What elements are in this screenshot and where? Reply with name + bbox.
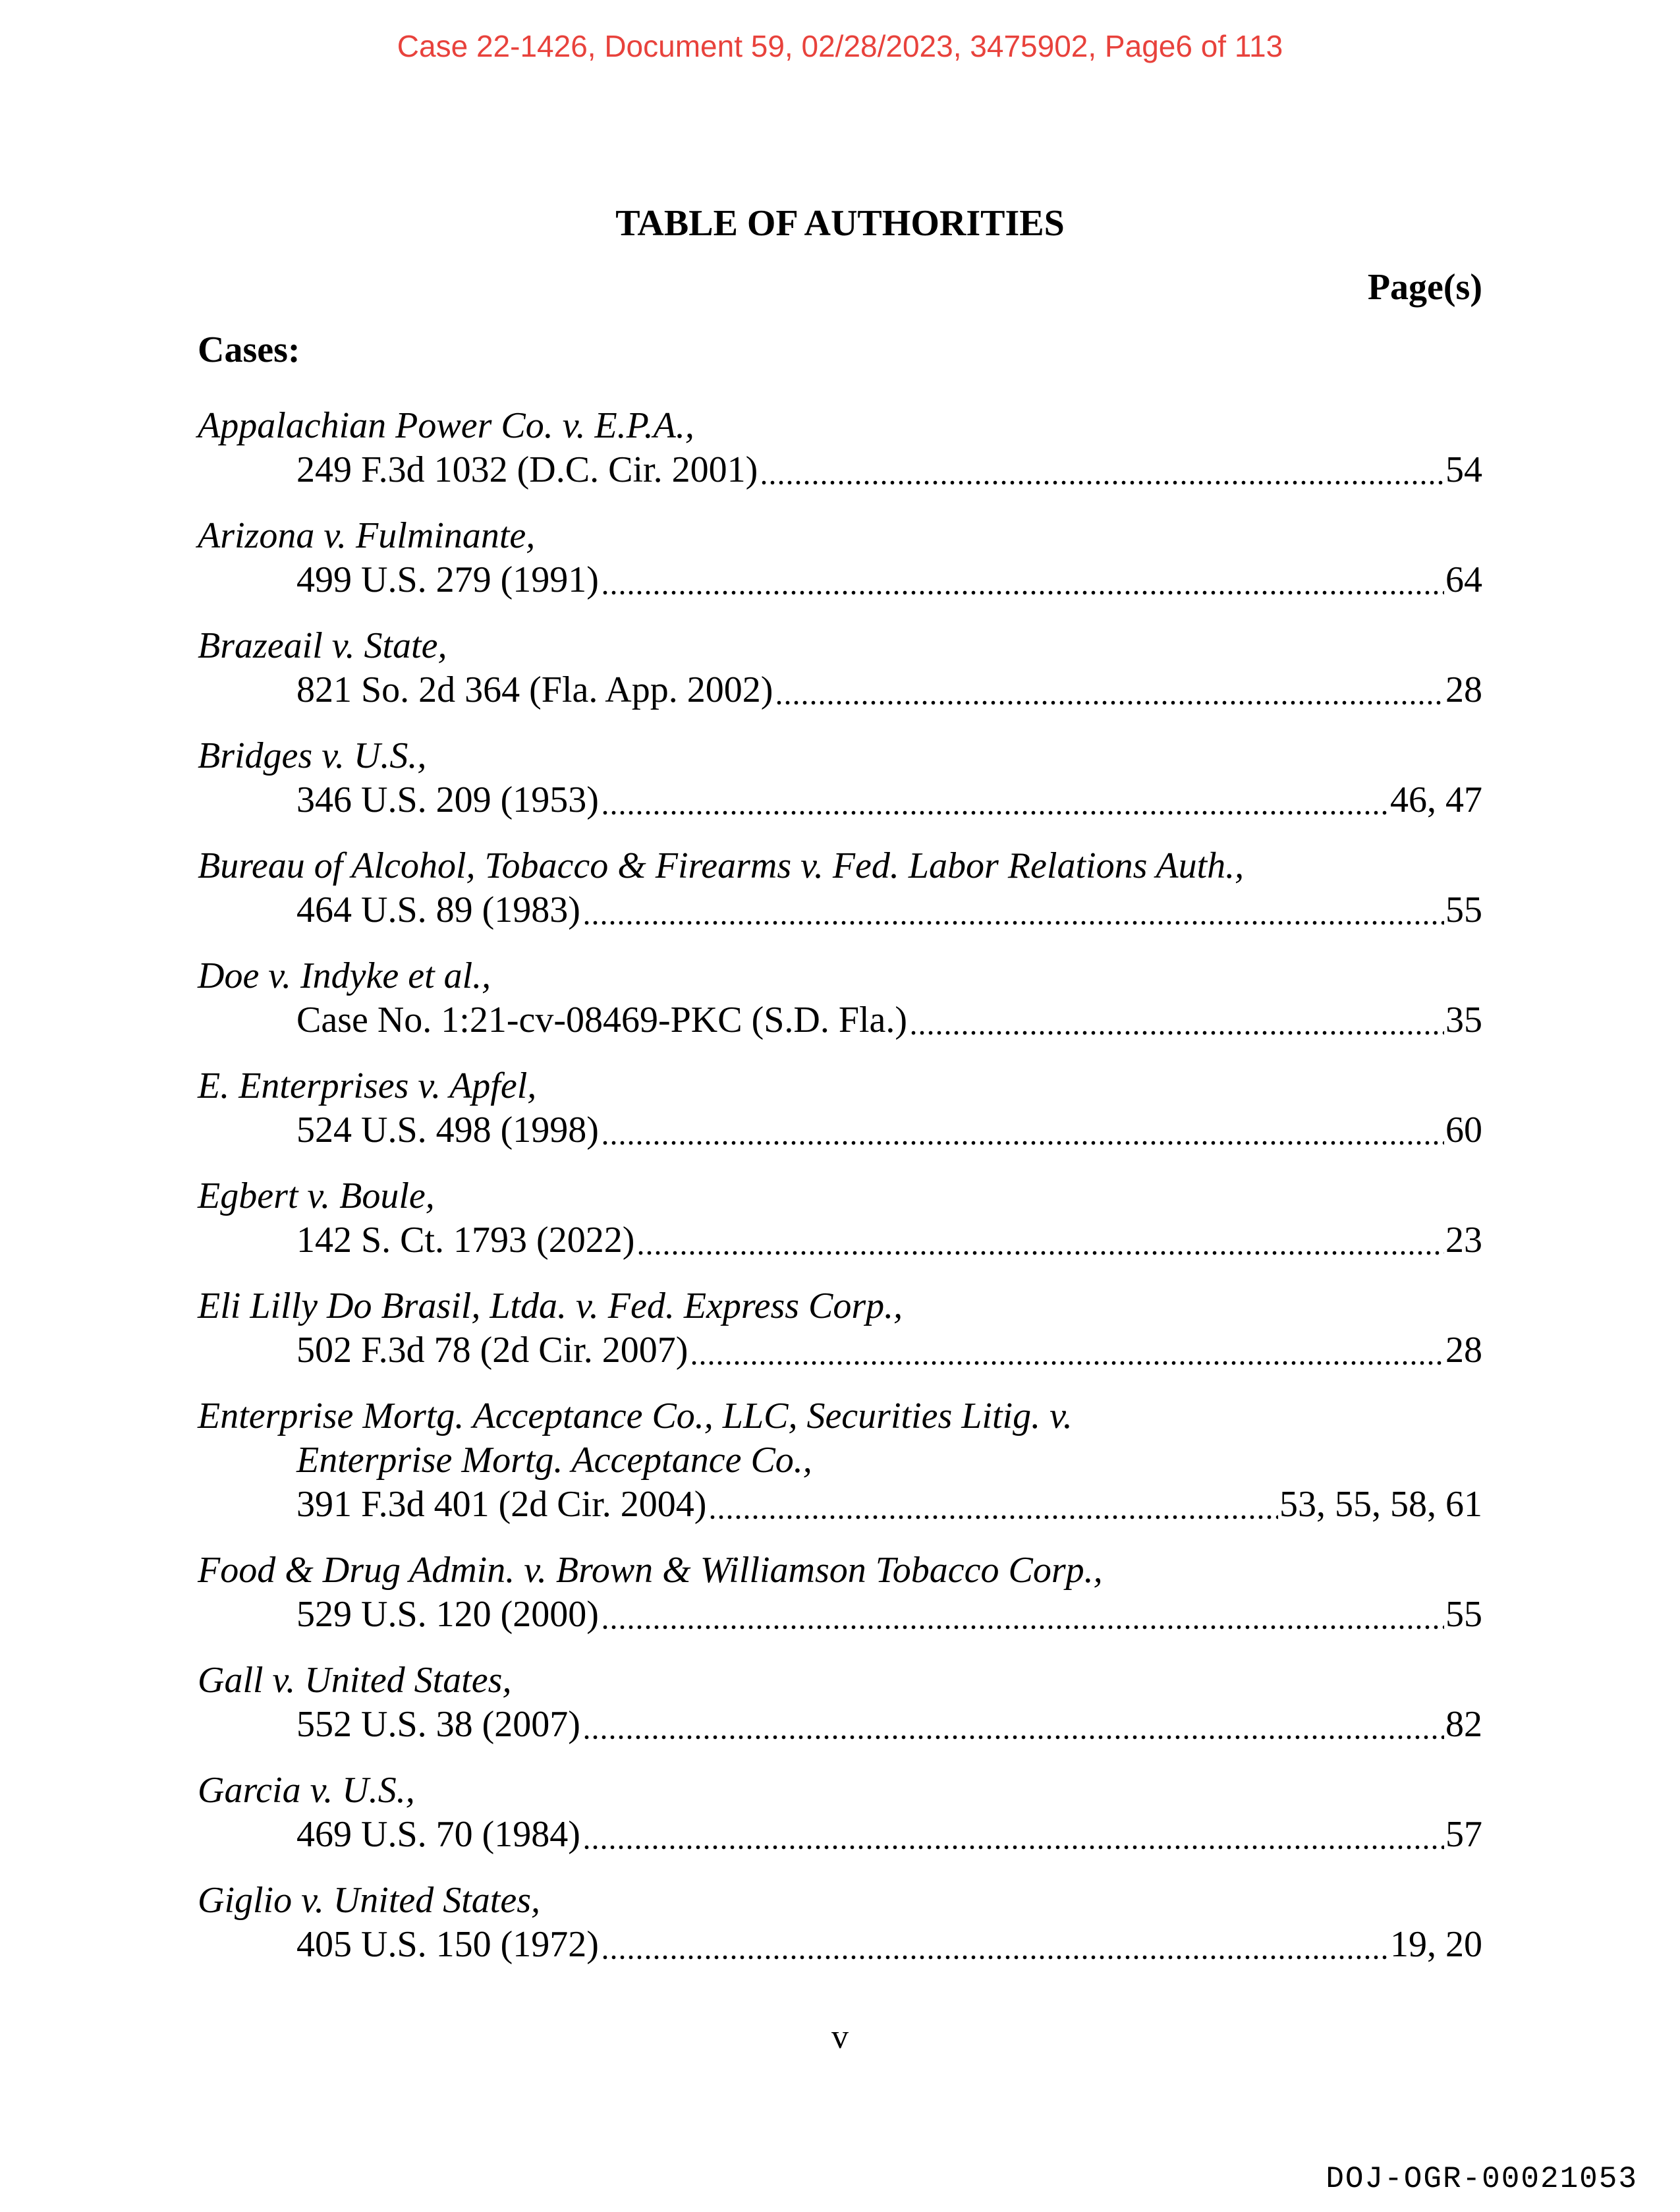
case-name <box>198 1879 1482 1923</box>
case-citation: 821 So. 2d 364 (Fla. App. 2002) <box>296 669 773 710</box>
case-name <box>198 1769 1482 1813</box>
dot-leader <box>762 480 1444 485</box>
case-name <box>198 514 1482 558</box>
case-pages: 82 <box>1445 1704 1482 1745</box>
case-pages: 57 <box>1445 1814 1482 1855</box>
case-name <box>198 734 1482 778</box>
case-name-line: Doe v. Indyke et al., <box>198 955 491 996</box>
case-citation-row <box>296 1593 1482 1637</box>
case-name <box>198 1548 1482 1593</box>
case-name <box>198 1284 1482 1328</box>
case-citation: 469 U.S. 70 (1984) <box>296 1814 580 1855</box>
case-citation-row <box>296 448 1482 492</box>
case-name <box>198 404 1482 448</box>
case-pages: 19, 20 <box>1390 1924 1482 1965</box>
case-citation-row <box>296 668 1482 712</box>
case-name-line: Food & Drug Admin. v. Brown & Williamson Tobacco Corp., <box>198 1550 1103 1591</box>
case-name <box>198 1659 1482 1703</box>
case-name-line: Egbert v. Boule, <box>198 1176 435 1216</box>
case-name-line: E. Enterprises v. Apfel, <box>198 1065 537 1106</box>
case-name-line: Enterprise Mortg. Acceptance Co., <box>296 1440 812 1481</box>
dot-leader <box>603 1625 1444 1630</box>
case-name-line: Gall v. United States, <box>198 1660 512 1701</box>
case-pages: 64 <box>1445 559 1482 600</box>
toa-entry <box>198 1769 1482 1857</box>
toa-entry <box>198 1548 1482 1637</box>
case-citation: 142 S. Ct. 1793 (2022) <box>296 1220 635 1261</box>
case-stamp-header: Case 22-1426, Document 59, 02/28/2023, 3475902, Page6 of 113 <box>397 29 1283 63</box>
case-citation: 529 U.S. 120 (2000) <box>296 1594 599 1635</box>
case-name <box>198 844 1482 888</box>
case-pages: 55 <box>1445 1594 1482 1635</box>
case-name-line: Bridges v. U.S., <box>198 735 427 776</box>
case-name-line: Giglio v. United States, <box>198 1880 540 1921</box>
document-body <box>198 202 1482 1967</box>
case-pages: 23 <box>1445 1220 1482 1261</box>
case-name-line: Garcia v. U.S., <box>198 1770 415 1811</box>
case-name-line: Arizona v. Fulminante, <box>198 515 536 556</box>
toa-entry <box>198 1064 1482 1152</box>
case-citation-row <box>296 558 1482 602</box>
dot-leader <box>603 1955 1389 1960</box>
dot-leader <box>777 700 1444 705</box>
case-pages: 60 <box>1445 1110 1482 1150</box>
toa-entry <box>198 514 1482 602</box>
case-name-line: Eli Lilly Do Brasil, Ltda. v. Fed. Express Corp., <box>198 1286 903 1326</box>
dot-leader <box>710 1515 1278 1519</box>
case-name <box>198 1064 1482 1108</box>
case-citation: 405 U.S. 150 (1972) <box>296 1924 599 1965</box>
dot-leader <box>584 1735 1444 1740</box>
case-name-line: Enterprise Mortg. Acceptance Co., LLC, Securities Litig. v. <box>198 1396 1073 1436</box>
case-name-line: Bureau of Alcohol, Tobacco & Firearms v. Fed. Labor Relations Auth., <box>198 845 1245 886</box>
case-citation-row <box>296 1328 1482 1373</box>
case-citation-row <box>296 1703 1482 1747</box>
case-name <box>198 1174 1482 1218</box>
authorities-list <box>198 404 1482 1967</box>
toa-entry <box>198 1659 1482 1747</box>
case-citation: 499 U.S. 279 (1991) <box>296 559 599 600</box>
case-citation-row <box>296 1108 1482 1152</box>
case-citation: 391 F.3d 401 (2d Cir. 2004) <box>296 1484 707 1525</box>
case-name <box>198 1394 1482 1483</box>
case-citation-row <box>296 998 1482 1042</box>
case-pages: 28 <box>1445 1330 1482 1371</box>
case-citation: 346 U.S. 209 (1953) <box>296 780 599 820</box>
toa-entry <box>198 1879 1482 1967</box>
case-citation-row <box>296 888 1482 932</box>
case-citation: 502 F.3d 78 (2d Cir. 2007) <box>296 1330 688 1371</box>
case-citation-row <box>296 778 1482 822</box>
pages-column-label: Page(s) <box>1367 267 1482 308</box>
case-pages: 55 <box>1445 890 1482 930</box>
footer-page-number: v <box>831 2018 849 2056</box>
case-pages: 53, 55, 58, 61 <box>1279 1484 1482 1525</box>
toa-entry <box>198 734 1482 822</box>
case-citation-row <box>296 1218 1482 1262</box>
dot-leader <box>692 1361 1444 1365</box>
dot-leader <box>603 1141 1444 1145</box>
bates-stamp: DOJ-OGR-00021053 <box>1326 2162 1638 2196</box>
case-citation: 552 U.S. 38 (2007) <box>296 1704 580 1745</box>
section-heading-cases: Cases: <box>198 329 300 370</box>
case-name <box>198 624 1482 668</box>
case-pages: 46, 47 <box>1390 780 1482 820</box>
case-pages: 28 <box>1445 669 1482 710</box>
case-pages: 35 <box>1445 1000 1482 1040</box>
dot-leader <box>584 921 1444 925</box>
dot-leader <box>603 590 1444 595</box>
toa-entry <box>198 624 1482 712</box>
case-name <box>198 954 1482 998</box>
case-citation-row <box>296 1923 1482 1967</box>
toa-entry <box>198 1394 1482 1527</box>
case-name-line: Brazeail v. State, <box>198 625 447 666</box>
case-pages: 54 <box>1445 449 1482 490</box>
case-citation: 464 U.S. 89 (1983) <box>296 890 580 930</box>
dot-leader <box>911 1031 1444 1035</box>
dot-leader <box>603 810 1389 815</box>
toa-entry <box>198 1284 1482 1373</box>
page-title: TABLE OF AUTHORITIES <box>615 203 1065 244</box>
toa-entry <box>198 844 1482 932</box>
toa-entry <box>198 404 1482 492</box>
case-citation-row <box>296 1813 1482 1857</box>
dot-leader <box>584 1845 1444 1850</box>
case-citation: 249 F.3d 1032 (D.C. Cir. 2001) <box>296 449 758 490</box>
toa-entry <box>198 954 1482 1042</box>
dot-leader <box>638 1251 1444 1255</box>
case-citation: 524 U.S. 498 (1998) <box>296 1110 599 1150</box>
case-citation: Case No. 1:21-cv-08469-PKC (S.D. Fla.) <box>296 1000 908 1040</box>
case-name-line: Appalachian Power Co. v. E.P.A., <box>198 405 694 446</box>
toa-entry <box>198 1174 1482 1262</box>
case-citation-row <box>296 1483 1482 1527</box>
